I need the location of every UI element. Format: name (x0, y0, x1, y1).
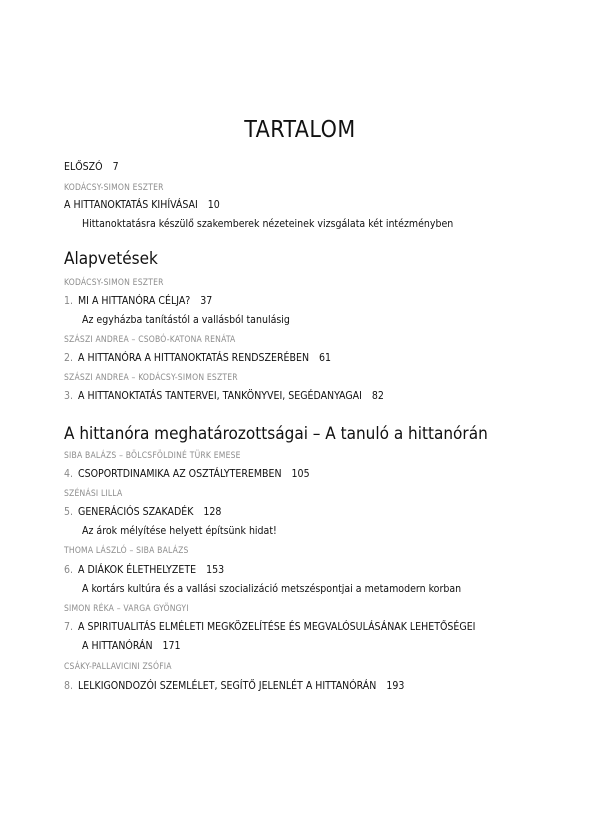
entry-author: KODÁCSY-SIMON ESZTER (64, 278, 164, 288)
entry-title: A DIÁKOK ÉLETHELYZETE (78, 564, 197, 576)
chapter-number: 6. (64, 564, 74, 576)
entry-subtitle: Hittanoktatásra készülő szakemberek nézeteinek vizsgálata két intézményben (82, 218, 454, 230)
entry-author: SZÉNÁSI LILLA (64, 489, 123, 499)
entry-author: SZÁSZI ANDREA – CSOBÓ-KATONA RENÁTA (64, 335, 236, 345)
entry-page: 128 (203, 506, 222, 518)
toc-title: TARTALOM (244, 117, 356, 143)
chapter-number: 5. (64, 506, 74, 518)
entry-page: 105 (291, 468, 310, 480)
toc-entry-chapter-7[interactable] (64, 621, 475, 633)
entry-page: 7 (112, 161, 119, 173)
chapter-number: 8. (64, 680, 74, 692)
entry-author: THOMA LÁSZLÓ – SIBA BALÁZS (64, 546, 189, 556)
toc-entry-chapter-3[interactable] (64, 390, 384, 402)
toc-entry-chapter-2[interactable] (64, 352, 331, 364)
entry-author: CSÁKY-PALLAVICINI ZSÓFIA (64, 662, 172, 672)
toc-entry-chapter-6[interactable] (64, 564, 224, 576)
entry-page: 153 (206, 564, 225, 576)
entry-page: 10 (207, 199, 220, 211)
entry-page: 171 (162, 640, 181, 652)
entry-title: MI A HITTANÓRA CÉLJA? (78, 295, 191, 307)
entry-author: SIBA BALÁZS – BÖLCSFÖLDINÉ TÜRK EMESE (64, 451, 241, 461)
entry-title: CSOPORTDINAMIKA AZ OSZTÁLYTEREMBEN (78, 468, 282, 480)
toc-entry-chapter-8[interactable] (64, 680, 404, 692)
entry-author: SZÁSZI ANDREA – KODÁCSY-SIMON ESZTER (64, 373, 238, 383)
entry-subtitle: A kortárs kultúra és a vallási szocializáció metszéspontjai a metamodern korban (82, 583, 462, 595)
chapter-number: 3. (64, 390, 74, 402)
toc-entry-chapter-4[interactable] (64, 468, 310, 480)
entry-title: A HITTANOKTATÁS KIHÍVÁSAI (64, 199, 198, 211)
toc-entry-chapter-5[interactable] (64, 506, 221, 518)
entry-subtitle: Az árok mélyítése helyett építsünk hidat! (82, 525, 277, 537)
section-heading: A hittanóra meghatározottságai – A tanuló a hittanórán (64, 424, 488, 444)
entry-title: A HITTANÓRA A HITTANOKTATÁS RENDSZERÉBEN (78, 352, 310, 364)
toc-entry-chapter-1[interactable] (64, 295, 212, 307)
entry-page: 61 (319, 352, 332, 364)
chapter-number: 2. (64, 352, 74, 364)
entry-subtitle: Az egyházba tanítástól a vallásból tanulásig (82, 314, 290, 326)
chapter-number: 1. (64, 295, 74, 307)
entry-page: 37 (200, 295, 213, 307)
toc-entry-preface[interactable] (64, 161, 119, 173)
entry-title-continued: A HITTANÓRÁN (82, 640, 153, 652)
chapter-number: 7. (64, 621, 74, 633)
section-heading: Alapvetések (64, 249, 158, 269)
entry-title: GENERÁCIÓS SZAKADÉK (78, 506, 194, 518)
entry-page: 82 (371, 390, 384, 402)
entry-title: A SPIRITUALITÁS ELMÉLETI MEGKÖZELÍTÉSE ÉS MEGVALÓSULÁSÁNAK LEHETŐSÉGEI (78, 621, 476, 633)
entry-title: ELŐSZÓ (64, 161, 103, 173)
entry-title: LELKIGONDOZÓI SZEMLÉLET, SEGÍTŐ JELENLÉT A HITTANÓRÁN (78, 680, 377, 692)
entry-title: A HITTANOKTATÁS TANTERVEI, TANKÖNYVEI, SEGÉDANYAGAI (78, 390, 362, 402)
chapter-number: 4. (64, 468, 74, 480)
toc-entry-intro[interactable] (64, 199, 220, 211)
entry-author: SIMON RÉKA – VARGA GYÖNGYI (64, 604, 189, 614)
toc-entry-chapter-7-continued[interactable] (82, 640, 181, 652)
entry-author: KODÁCSY-SIMON ESZTER (64, 183, 164, 193)
entry-page: 193 (386, 680, 405, 692)
